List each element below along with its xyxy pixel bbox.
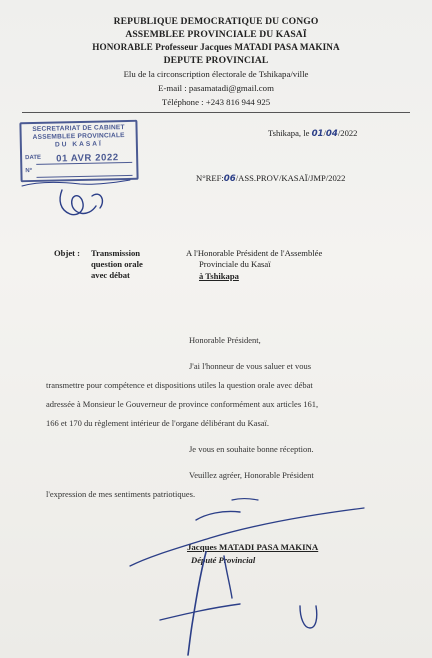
salutation: Honorable Président, — [189, 335, 261, 345]
reference-prefix: N°REF: — [196, 173, 224, 183]
header-country: REPUBLIQUE DEMOCRATIQUE DU CONGO — [113, 16, 319, 27]
handwritten-reference: 06 — [223, 174, 236, 184]
reference-number — [196, 173, 345, 184]
place-date-prefix: Tshikapa, le — [268, 128, 312, 138]
recipient-line-1: A l'Honorable Président de l'Assemblée — [186, 248, 323, 258]
stamp-line-3: DU KASAÏ — [54, 140, 103, 149]
main-signature — [130, 499, 364, 656]
stamp-date-value: 01 AVR 2022 — [56, 152, 119, 165]
signatory-name: Jacques MATADI PASA MAKINA — [187, 542, 319, 552]
paragraph-line-2: transmettre pour compétence et dispositions utiles la question orale avec débat — [46, 380, 313, 390]
cabinet-stamp — [19, 120, 138, 182]
closing-line-2: l'expression de mes sentiments patriotiques. — [46, 489, 196, 499]
stamp-line-1: SECRETARIAT DE CABINET — [32, 124, 125, 133]
stamp-number-label: Nº — [25, 167, 33, 175]
header-honorable: HONORABLE Professeur Jacques MATADI PASA MAKINA — [92, 42, 340, 52]
object-label: Objet : — [54, 248, 81, 258]
paragraph-line-1: J'ai l'honneur de vous saluer et vous — [189, 361, 312, 371]
reception-line: Je vous en souhaite bonne réception. — [189, 444, 314, 454]
place-date-sep: / — [323, 128, 326, 138]
header-elected: Elu de la circonscription électorale de Tshikapa/ville — [123, 69, 309, 79]
header-phone: Téléphone : +243 816 944 925 — [161, 97, 271, 107]
signatory-title: Député Provincial — [191, 555, 256, 565]
stamp-initials-signature — [22, 180, 130, 215]
stamp-date-label: DATE — [25, 154, 42, 162]
place-date-year: /2022 — [337, 128, 358, 138]
paragraph-line-4: 166 et 170 du règlement intérieur de l'organe délibérant du Kasaï. — [46, 418, 270, 428]
header-assembly: ASSEMBLEE PROVINCIALE DU KASAÏ — [125, 29, 307, 40]
stamp-number-box — [36, 164, 132, 178]
header-divider — [22, 112, 410, 113]
closing-line-1: Veuillez agréer, Honorable Président — [189, 470, 314, 480]
object-line-2: question orale — [91, 259, 143, 269]
reference-suffix: /ASS.PROV/KASAÏ/JMP/2022 — [235, 173, 346, 183]
handwritten-month: 04 — [325, 129, 338, 139]
handwritten-day: 01 — [311, 129, 324, 139]
paragraph-line-3: adressée à Monsieur le Gouverneur de province conformément aux articles 161, — [46, 399, 319, 409]
header-depute: DEPUTE PROVINCIAL — [163, 55, 269, 66]
recipient-city: à Tshikapa — [199, 271, 239, 281]
object-line-1: Transmission — [91, 248, 141, 258]
stamp-line-2: ASSEMBLEE PROVINCIALE — [32, 132, 125, 141]
place-date — [268, 128, 357, 139]
object-line-3: avec débat — [91, 270, 130, 280]
recipient-line-2: Provinciale du Kasaï — [199, 259, 271, 269]
header-email: E-mail : pasamatadi@gmail.com — [158, 83, 274, 93]
